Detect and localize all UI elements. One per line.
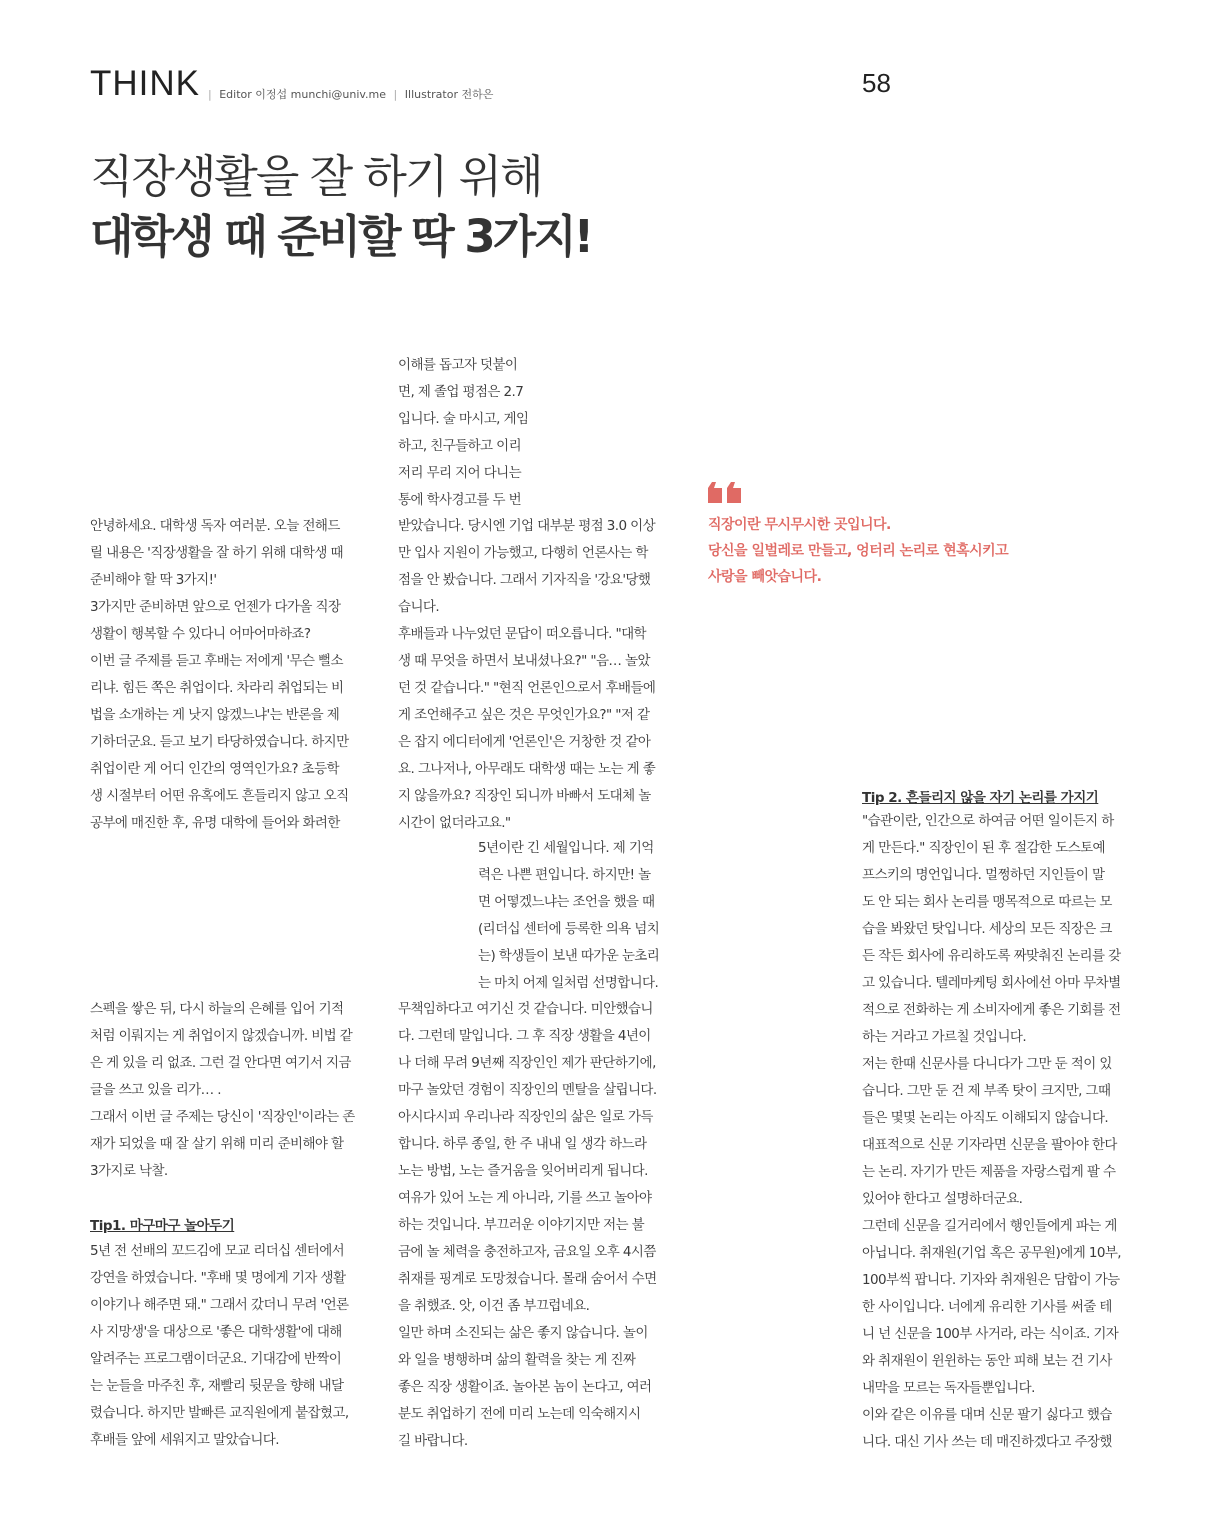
text-line: 습을 봐왔던 탓입니다. 세상의 모든 직장은 크	[862, 921, 1112, 937]
credits	[204, 86, 493, 102]
text-line: 나 더해 무려 9년째 직장인인 제가 판단하기에,	[398, 1055, 656, 1071]
text-line: 처럼 이뤄지는 게 취업이지 않겠습니까. 비법 같	[90, 1028, 353, 1044]
text-line: 공부에 매진한 후, 유명 대학에 들어와 화려한	[90, 815, 340, 831]
text-line: 시간이 없더라고요."	[398, 815, 511, 831]
text-line: 프스키의 명언입니다. 멀쩡하던 지인들이 말	[862, 867, 1105, 883]
text-line: 이번 글 주제를 듣고 후배는 저에게 '무슨 뻘소	[90, 653, 343, 669]
text-line: 지 않을까요? 직장인 되니까 바빠서 도대체 놀	[398, 788, 651, 804]
text-line: 스펙을 쌓은 뒤, 다시 하늘의 은혜를 입어 기적	[90, 1001, 344, 1017]
text-line: "습관이란, 인간으로 하여금 어떤 일이든지 하	[862, 813, 1114, 829]
col2-paragraph-2	[398, 513, 655, 837]
text-line: 고 있습니다. 텔레마케팅 회사에선 아마 무차별	[862, 975, 1121, 991]
text-line: 통에 학사경고를 두 번	[398, 492, 522, 508]
text-line: 그래서 이번 글 주제는 당신이 '직장인'이라는 존	[90, 1109, 355, 1125]
text-line: 강연을 하였습니다. "후배 몇 명에게 기자 생활	[90, 1270, 346, 1286]
text-line: 는 눈들을 마주친 후, 재빨리 뒷문을 향해 내달	[90, 1378, 344, 1394]
text-line: 는 논리. 자기가 만든 제품을 자랑스럽게 팔 수	[862, 1164, 1116, 1180]
text-line: 렸습니다. 하지만 발빠른 교직원에게 붙잡혔고,	[90, 1405, 349, 1421]
text-line: 후배들과 나누었던 문답이 떠오릅니다. "대학	[398, 626, 647, 642]
text-line: 대표적으로 신문 기자라면 신문을 팔아야 한다	[862, 1137, 1117, 1153]
text-line: 이와 같은 이유를 대며 신문 팔기 싫다고 했습	[862, 1407, 1112, 1423]
text-line: 습니다.	[398, 599, 440, 615]
text-line: 니 넌 신문을 100부 사거라, 라는 식이죠. 기자	[862, 1326, 1119, 1342]
illustrator-name: 전하은	[461, 88, 494, 101]
editor-label: Editor	[219, 88, 252, 101]
text-line: 사 지망생'을 대상으로 '좋은 대학생활'에 대해	[90, 1324, 342, 1340]
text-line: 후배들 앞에 세워지고 말았습니다.	[90, 1432, 279, 1448]
editor-email: munchi@univ.me	[290, 88, 387, 101]
text-line: 아닙니다. 취재원(기업 혹은 공무원)에게 10부,	[862, 1245, 1121, 1261]
text-line: 취재를 핑계로 도망쳤습니다. 몰래 숨어서 수면	[398, 1271, 657, 1287]
text-line: 점을 안 봤습니다. 그래서 기자직을 '강요'당했	[398, 572, 651, 588]
quote-line: 당신을 일벌레로 만들고, 엉터리 논리로 현혹시키고	[708, 543, 1009, 559]
col2-paragraph-3	[478, 835, 659, 997]
col2-paragraph-4	[398, 996, 657, 1455]
text-line: 입니다. 술 마시고, 게임	[398, 411, 529, 427]
text-line: 3가지로 낙찰.	[90, 1163, 168, 1179]
text-line: 100부씩 팝니다. 기자와 취재원은 담합이 가능	[862, 1272, 1120, 1288]
text-line: 는 마치 어제 일처럼 선명합니다.	[478, 975, 659, 991]
text-line: 무책임하다고 여기신 것 같습니다. 미안했습니	[398, 1001, 653, 1017]
text-line: 리냐. 힘든 쪽은 취업이다. 차라리 취업되는 비	[90, 680, 344, 696]
text-line: 취업이란 게 어디 인간의 영역인가요? 초등학	[90, 761, 339, 777]
text-line: 알려주는 프로그램이더군요. 기대감에 반짝이	[90, 1351, 342, 1367]
text-line: 마구 놀았던 경험이 직장인의 멘탈을 살립니다.	[398, 1082, 657, 1098]
text-line: (리더십 센터에 등록한 의욕 넘치	[478, 921, 660, 937]
text-line: 요. 그나저나, 아무래도 대학생 때는 노는 게 좋	[398, 761, 656, 777]
text-line: 들은 몇몇 논리는 아직도 이해되지 않습니다.	[862, 1110, 1109, 1126]
text-line: 게 조언해주고 싶은 것은 무엇인가요?" "저 같	[398, 707, 650, 723]
col1-paragraph-2	[90, 996, 355, 1185]
text-line: 기하더군요. 듣고 보기 타당하였습니다. 하지만	[90, 734, 349, 750]
pull-quote	[708, 512, 1008, 590]
text-line: 하는 것입니다. 부끄러운 이야기지만 저는 불	[398, 1217, 645, 1233]
text-line: 3가지만 준비하면 앞으로 언젠가 다가올 직장	[90, 599, 341, 615]
text-line: 적으로 전화하는 게 소비자에게 좋은 기회를 전	[862, 1002, 1121, 1018]
col2-paragraph-1	[398, 352, 528, 514]
text-line: 만 입사 지원이 가능했고, 다행히 언론사는 학	[398, 545, 648, 561]
text-line: 습니다. 그만 둔 건 제 부족 탓이 크지만, 그때	[862, 1083, 1111, 1099]
text-line: 는) 학생들이 보낸 따가운 눈초리	[478, 948, 660, 964]
text-line: 와 취재원이 윈윈하는 동안 피해 보는 건 기사	[862, 1353, 1112, 1369]
col3-paragraph-1	[862, 808, 1121, 1456]
text-line: 안녕하세요. 대학생 독자 여러분. 오늘 전해드	[90, 518, 340, 534]
text-line: 글을 쓰고 있을 리가… .	[90, 1082, 221, 1098]
text-line: 준비해야 할 딱 3가지!'	[90, 572, 217, 588]
text-line: 은 잡지 에디터에게 '언론인'은 거창한 것 같아	[398, 734, 651, 750]
text-line: 생 때 무엇을 하면서 보내셨나요?" "음… 놀았	[398, 653, 650, 669]
text-line: 한 사이입니다. 너에게 유리한 기사를 써줄 테	[862, 1299, 1112, 1315]
text-line: 합니다. 하루 종일, 한 주 내내 일 생각 하느라	[398, 1136, 647, 1152]
editor-name: 이정섭	[255, 88, 288, 101]
text-line: 생 시절부터 어떤 유혹에도 흔들리지 않고 오직	[90, 788, 349, 804]
text-line: 을 취했죠. 앗, 이건 좀 부끄럽네요.	[398, 1298, 590, 1314]
text-line: 하는 거라고 가르칠 것입니다.	[862, 1029, 1027, 1045]
text-line: 그런데 신문을 길거리에서 행인들에게 파는 게	[862, 1218, 1117, 1234]
text-line: 도 안 되는 회사 논리를 맹목적으로 따르는 모	[862, 894, 1112, 910]
text-line: 좋은 직장 생활이죠. 놀아본 놈이 논다고, 여러	[398, 1379, 652, 1395]
text-line: 면 어떻겠느냐는 조언을 했을 때	[478, 894, 655, 910]
page-number: 58	[862, 68, 891, 98]
text-line: 일만 하며 소진되는 삶은 좋지 않습니다. 놀이	[398, 1325, 648, 1341]
text-line: 이해를 돕고자 덧붙이	[398, 357, 518, 373]
quote-line: 직장이란 무시무시한 곳입니다.	[708, 517, 891, 533]
text-line: 다. 그런데 말입니다. 그 후 직장 생활을 4년이	[398, 1028, 651, 1044]
text-line: 니다. 대신 기사 쓰는 데 매진하겠다고 주장했	[862, 1434, 1112, 1450]
text-line: 하고, 친구들하고 이리	[398, 438, 522, 454]
text-line: 길 바랍니다.	[398, 1433, 468, 1449]
text-line: 릴 내용은 '직장생활을 잘 하기 위해 대학생 때	[90, 545, 343, 561]
text-line: 던 것 같습니다." "현직 언론인으로서 후배들에	[398, 680, 656, 696]
separator: |	[393, 88, 398, 101]
text-line: 여유가 있어 노는 게 아니라, 기를 쓰고 놀아야	[398, 1190, 652, 1206]
quote-mark-icon	[708, 482, 744, 508]
tip1-heading: Tip1. 마구마구 놀아두기	[90, 1218, 235, 1234]
col1-paragraph-1	[90, 513, 349, 837]
text-line: 은 게 있을 리 없죠. 그런 걸 안다면 여기서 지금	[90, 1055, 351, 1071]
text-line: 내막을 모르는 독자들뿐입니다.	[862, 1380, 1035, 1396]
text-line: 5년이란 긴 세월입니다. 제 기억	[478, 840, 654, 856]
text-line: 받았습니다. 당시엔 기업 대부분 평점 3.0 이상	[398, 518, 656, 534]
text-line: 든 작든 회사에 유리하도록 짜맞춰진 논리를 갖	[862, 948, 1121, 964]
section-title: THINK	[90, 64, 200, 103]
text-line: 법을 소개하는 게 낫지 않겠느냐'는 반론을 제	[90, 707, 340, 723]
text-line: 분도 취업하기 전에 미리 노는데 익숙해지시	[398, 1406, 641, 1422]
text-line: 아시다시피 우리나라 직장인의 삶은 일로 가득	[398, 1109, 653, 1125]
text-line: 있어야 한다고 설명하더군요.	[862, 1191, 1023, 1207]
title-line-2: 대학생 때 준비할 딱 3가지!	[90, 210, 592, 263]
text-line: 노는 방법, 노는 즐거움을 잊어버리게 됩니다.	[398, 1163, 648, 1179]
section-label	[90, 64, 200, 104]
title-line-1: 직장생활을 잘 하기 위해	[90, 150, 542, 203]
text-line: 재가 되었을 때 잘 살기 위해 미리 준비해야 할	[90, 1136, 344, 1152]
text-line: 저는 한때 신문사를 다니다가 그만 둔 적이 있	[862, 1056, 1112, 1072]
illustrator-label: Illustrator	[404, 88, 458, 101]
text-line: 력은 나쁜 편입니다. 하지만! 놀	[478, 867, 651, 883]
text-line: 금에 놀 체력을 충전하고자, 금요일 오후 4시쯤	[398, 1244, 656, 1260]
col1-paragraph-3	[90, 1238, 349, 1454]
text-line: 저리 무리 지어 다니는	[398, 465, 522, 481]
separator: |	[208, 88, 212, 101]
quote-line: 사랑을 빼앗습니다.	[708, 569, 822, 585]
text-line: 생활이 행복할 수 있다니 어마어마하죠?	[90, 626, 311, 642]
tip2-heading: Tip 2. 흔들리지 않을 자기 논리를 가지기	[862, 790, 1099, 806]
text-line: 게 만든다." 직장인이 된 후 절감한 도스토예	[862, 840, 1105, 856]
text-line: 이야기나 해주면 돼." 그래서 갔더니 무려 '언론	[90, 1297, 349, 1313]
text-line: 5년 전 선배의 꼬드김에 모교 리더십 센터에서	[90, 1243, 345, 1259]
text-line: 와 일을 병행하며 삶의 활력을 찾는 게 진짜	[398, 1352, 636, 1368]
text-line: 면, 제 졸업 평점은 2.7	[398, 384, 524, 400]
